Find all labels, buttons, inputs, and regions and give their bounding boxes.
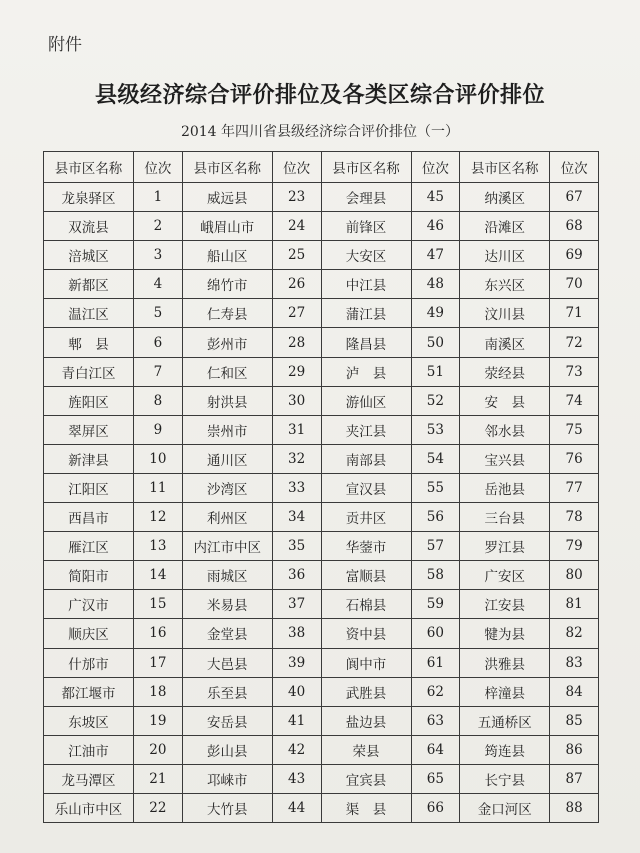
county-name-cell: 彭州市 bbox=[182, 328, 272, 357]
county-name-cell: 新津县 bbox=[44, 444, 134, 473]
county-name-cell: 崇州市 bbox=[182, 415, 272, 444]
table-row bbox=[44, 473, 599, 502]
rank-cell: 44 bbox=[272, 793, 321, 822]
county-name-cell: 犍为县 bbox=[460, 619, 550, 648]
rank-cell: 5 bbox=[134, 299, 183, 328]
rank-cell: 18 bbox=[134, 677, 183, 706]
rank-cell: 16 bbox=[134, 619, 183, 648]
rank-cell: 36 bbox=[272, 561, 321, 590]
column-header-name: 县市区名称 bbox=[460, 152, 550, 183]
rank-cell: 88 bbox=[550, 793, 599, 822]
county-name-cell: 利州区 bbox=[182, 503, 272, 532]
rank-cell: 2 bbox=[134, 212, 183, 241]
county-name-cell: 邛崃市 bbox=[182, 764, 272, 793]
county-name-cell: 梓潼县 bbox=[460, 677, 550, 706]
county-name-cell: 五通桥区 bbox=[460, 706, 550, 735]
table-row bbox=[44, 503, 599, 532]
county-name-cell: 西昌市 bbox=[44, 503, 134, 532]
county-name-cell: 乐至县 bbox=[182, 677, 272, 706]
county-name-cell: 江阳区 bbox=[44, 473, 134, 502]
rank-cell: 62 bbox=[411, 677, 460, 706]
county-name-cell: 武胜县 bbox=[321, 677, 411, 706]
table-row bbox=[44, 241, 599, 270]
rank-cell: 73 bbox=[550, 357, 599, 386]
county-name-cell: 宣汉县 bbox=[321, 473, 411, 502]
county-name-cell: 峨眉山市 bbox=[182, 212, 272, 241]
rank-cell: 27 bbox=[272, 299, 321, 328]
rank-cell: 33 bbox=[272, 473, 321, 502]
table-row bbox=[44, 590, 599, 619]
table-row bbox=[44, 561, 599, 590]
rank-cell: 86 bbox=[550, 735, 599, 764]
county-name-cell: 安 县 bbox=[460, 386, 550, 415]
county-name-cell: 什邡市 bbox=[44, 648, 134, 677]
county-name-cell: 贡井区 bbox=[321, 503, 411, 532]
table-body bbox=[44, 183, 599, 823]
county-name-cell: 仁寿县 bbox=[182, 299, 272, 328]
rank-cell: 53 bbox=[411, 415, 460, 444]
table-row bbox=[44, 619, 599, 648]
county-name-cell: 东坡区 bbox=[44, 706, 134, 735]
rank-cell: 85 bbox=[550, 706, 599, 735]
rank-cell: 64 bbox=[411, 735, 460, 764]
county-name-cell: 都江堰市 bbox=[44, 677, 134, 706]
county-name-cell: 郫 县 bbox=[44, 328, 134, 357]
rank-cell: 9 bbox=[134, 415, 183, 444]
rank-cell: 51 bbox=[411, 357, 460, 386]
rank-cell: 47 bbox=[411, 241, 460, 270]
column-header-rank: 位次 bbox=[411, 152, 460, 183]
rank-cell: 30 bbox=[272, 386, 321, 415]
rank-cell: 54 bbox=[411, 444, 460, 473]
rank-cell: 14 bbox=[134, 561, 183, 590]
county-name-cell: 双流县 bbox=[44, 212, 134, 241]
rank-cell: 31 bbox=[272, 415, 321, 444]
rank-cell: 56 bbox=[411, 503, 460, 532]
county-name-cell: 船山区 bbox=[182, 241, 272, 270]
column-header-rank: 位次 bbox=[272, 152, 321, 183]
county-name-cell: 涪城区 bbox=[44, 241, 134, 270]
rank-cell: 63 bbox=[411, 706, 460, 735]
county-name-cell: 大竹县 bbox=[182, 793, 272, 822]
rank-cell: 74 bbox=[550, 386, 599, 415]
rank-cell: 78 bbox=[550, 503, 599, 532]
column-header-name: 县市区名称 bbox=[44, 152, 134, 183]
county-name-cell: 内江市中区 bbox=[182, 532, 272, 561]
rank-cell: 71 bbox=[550, 299, 599, 328]
county-name-cell: 荥经县 bbox=[460, 357, 550, 386]
rank-cell: 10 bbox=[134, 444, 183, 473]
table-row bbox=[44, 357, 599, 386]
table-row bbox=[44, 183, 599, 212]
table-row bbox=[44, 328, 599, 357]
county-name-cell: 翠屏区 bbox=[44, 415, 134, 444]
county-name-cell: 龙泉驿区 bbox=[44, 183, 134, 212]
county-name-cell: 雨城区 bbox=[182, 561, 272, 590]
county-name-cell: 邻水县 bbox=[460, 415, 550, 444]
county-name-cell: 温江区 bbox=[44, 299, 134, 328]
ranking-table bbox=[43, 151, 599, 823]
rank-cell: 25 bbox=[272, 241, 321, 270]
county-name-cell: 彭山县 bbox=[182, 735, 272, 764]
table-subtitle: 2014 年四川省县级经济综合评价排位（一） bbox=[180, 124, 460, 140]
table-row bbox=[44, 532, 599, 561]
rank-cell: 26 bbox=[272, 270, 321, 299]
rank-cell: 6 bbox=[134, 328, 183, 357]
county-name-cell: 夹江县 bbox=[321, 415, 411, 444]
county-name-cell: 江安县 bbox=[460, 590, 550, 619]
county-name-cell: 渠 县 bbox=[321, 793, 411, 822]
rank-cell: 69 bbox=[550, 241, 599, 270]
table-row bbox=[44, 706, 599, 735]
table-row bbox=[44, 212, 599, 241]
county-name-cell: 纳溪区 bbox=[460, 183, 550, 212]
rank-cell: 42 bbox=[272, 735, 321, 764]
table-row bbox=[44, 444, 599, 473]
rank-cell: 55 bbox=[411, 473, 460, 502]
page-title: 县级经济综合评价排位及各类区综合评价排位 bbox=[94, 83, 545, 108]
county-name-cell: 东兴区 bbox=[460, 270, 550, 299]
county-name-cell: 南溪区 bbox=[460, 328, 550, 357]
rank-cell: 35 bbox=[272, 532, 321, 561]
table-row bbox=[44, 386, 599, 415]
county-name-cell: 安岳县 bbox=[182, 706, 272, 735]
county-name-cell: 沙湾区 bbox=[182, 473, 272, 502]
county-name-cell: 会理县 bbox=[321, 183, 411, 212]
rank-cell: 19 bbox=[134, 706, 183, 735]
rank-cell: 7 bbox=[134, 357, 183, 386]
county-name-cell: 威远县 bbox=[182, 183, 272, 212]
rank-cell: 57 bbox=[411, 532, 460, 561]
rank-cell: 32 bbox=[272, 444, 321, 473]
rank-cell: 48 bbox=[411, 270, 460, 299]
table-row bbox=[44, 270, 599, 299]
county-name-cell: 旌阳区 bbox=[44, 386, 134, 415]
rank-cell: 41 bbox=[272, 706, 321, 735]
county-name-cell: 盐边县 bbox=[321, 706, 411, 735]
county-name-cell: 新都区 bbox=[44, 270, 134, 299]
column-header-name: 县市区名称 bbox=[182, 152, 272, 183]
county-name-cell: 岳池县 bbox=[460, 473, 550, 502]
county-name-cell: 广安区 bbox=[460, 561, 550, 590]
county-name-cell: 华蓥市 bbox=[321, 532, 411, 561]
rank-cell: 37 bbox=[272, 590, 321, 619]
column-header-name: 县市区名称 bbox=[321, 152, 411, 183]
county-name-cell: 广汉市 bbox=[44, 590, 134, 619]
county-name-cell: 洪雅县 bbox=[460, 648, 550, 677]
table-row bbox=[44, 793, 599, 822]
county-name-cell: 简阳市 bbox=[44, 561, 134, 590]
rank-cell: 87 bbox=[550, 764, 599, 793]
rank-cell: 43 bbox=[272, 764, 321, 793]
county-name-cell: 泸 县 bbox=[321, 357, 411, 386]
table-row bbox=[44, 299, 599, 328]
rank-cell: 8 bbox=[134, 386, 183, 415]
county-name-cell: 阆中市 bbox=[321, 648, 411, 677]
county-name-cell: 荣县 bbox=[321, 735, 411, 764]
attachment-label: 附件 bbox=[48, 35, 82, 55]
rank-cell: 34 bbox=[272, 503, 321, 532]
rank-cell: 24 bbox=[272, 212, 321, 241]
table-row bbox=[44, 648, 599, 677]
rank-cell: 23 bbox=[272, 183, 321, 212]
rank-cell: 50 bbox=[411, 328, 460, 357]
table-header-row bbox=[44, 152, 599, 183]
rank-cell: 83 bbox=[550, 648, 599, 677]
rank-cell: 29 bbox=[272, 357, 321, 386]
rank-cell: 81 bbox=[550, 590, 599, 619]
county-name-cell: 游仙区 bbox=[321, 386, 411, 415]
rank-cell: 17 bbox=[134, 648, 183, 677]
rank-cell: 79 bbox=[550, 532, 599, 561]
county-name-cell: 蒲江县 bbox=[321, 299, 411, 328]
county-name-cell: 长宁县 bbox=[460, 764, 550, 793]
rank-cell: 39 bbox=[272, 648, 321, 677]
county-name-cell: 汶川县 bbox=[460, 299, 550, 328]
rank-cell: 1 bbox=[134, 183, 183, 212]
rank-cell: 52 bbox=[411, 386, 460, 415]
county-name-cell: 绵竹市 bbox=[182, 270, 272, 299]
rank-cell: 75 bbox=[550, 415, 599, 444]
rank-cell: 60 bbox=[411, 619, 460, 648]
table-row bbox=[44, 735, 599, 764]
table-row bbox=[44, 677, 599, 706]
rank-cell: 76 bbox=[550, 444, 599, 473]
county-name-cell: 大安区 bbox=[321, 241, 411, 270]
rank-cell: 4 bbox=[134, 270, 183, 299]
county-name-cell: 青白江区 bbox=[44, 357, 134, 386]
county-name-cell: 金口河区 bbox=[460, 793, 550, 822]
rank-cell: 28 bbox=[272, 328, 321, 357]
county-name-cell: 雁江区 bbox=[44, 532, 134, 561]
rank-cell: 84 bbox=[550, 677, 599, 706]
rank-cell: 67 bbox=[550, 183, 599, 212]
county-name-cell: 大邑县 bbox=[182, 648, 272, 677]
county-name-cell: 顺庆区 bbox=[44, 619, 134, 648]
rank-cell: 46 bbox=[411, 212, 460, 241]
county-name-cell: 达川区 bbox=[460, 241, 550, 270]
rank-cell: 11 bbox=[134, 473, 183, 502]
rank-cell: 80 bbox=[550, 561, 599, 590]
rank-cell: 12 bbox=[134, 503, 183, 532]
column-header-rank: 位次 bbox=[550, 152, 599, 183]
county-name-cell: 沿滩区 bbox=[460, 212, 550, 241]
rank-cell: 59 bbox=[411, 590, 460, 619]
county-name-cell: 金堂县 bbox=[182, 619, 272, 648]
rank-cell: 65 bbox=[411, 764, 460, 793]
county-name-cell: 筠连县 bbox=[460, 735, 550, 764]
rank-cell: 77 bbox=[550, 473, 599, 502]
rank-cell: 61 bbox=[411, 648, 460, 677]
rank-cell: 22 bbox=[134, 793, 183, 822]
county-name-cell: 乐山市中区 bbox=[44, 793, 134, 822]
county-name-cell: 石棉县 bbox=[321, 590, 411, 619]
county-name-cell: 富顺县 bbox=[321, 561, 411, 590]
county-name-cell: 资中县 bbox=[321, 619, 411, 648]
rank-cell: 21 bbox=[134, 764, 183, 793]
rank-cell: 3 bbox=[134, 241, 183, 270]
rank-cell: 49 bbox=[411, 299, 460, 328]
county-name-cell: 罗江县 bbox=[460, 532, 550, 561]
county-name-cell: 前锋区 bbox=[321, 212, 411, 241]
county-name-cell: 宝兴县 bbox=[460, 444, 550, 473]
county-name-cell: 三台县 bbox=[460, 503, 550, 532]
column-header-rank: 位次 bbox=[134, 152, 183, 183]
county-name-cell: 射洪县 bbox=[182, 386, 272, 415]
county-name-cell: 通川区 bbox=[182, 444, 272, 473]
rank-cell: 15 bbox=[134, 590, 183, 619]
rank-cell: 13 bbox=[134, 532, 183, 561]
rank-cell: 58 bbox=[411, 561, 460, 590]
rank-cell: 66 bbox=[411, 793, 460, 822]
county-name-cell: 江油市 bbox=[44, 735, 134, 764]
county-name-cell: 宜宾县 bbox=[321, 764, 411, 793]
rank-cell: 68 bbox=[550, 212, 599, 241]
table-row bbox=[44, 415, 599, 444]
rank-cell: 82 bbox=[550, 619, 599, 648]
rank-cell: 45 bbox=[411, 183, 460, 212]
county-name-cell: 米易县 bbox=[182, 590, 272, 619]
rank-cell: 38 bbox=[272, 619, 321, 648]
county-name-cell: 仁和区 bbox=[182, 357, 272, 386]
table-row bbox=[44, 764, 599, 793]
rank-cell: 40 bbox=[272, 677, 321, 706]
county-name-cell: 隆昌县 bbox=[321, 328, 411, 357]
county-name-cell: 龙马潭区 bbox=[44, 764, 134, 793]
rank-cell: 72 bbox=[550, 328, 599, 357]
rank-cell: 20 bbox=[134, 735, 183, 764]
rank-cell: 70 bbox=[550, 270, 599, 299]
county-name-cell: 南部县 bbox=[321, 444, 411, 473]
county-name-cell: 中江县 bbox=[321, 270, 411, 299]
